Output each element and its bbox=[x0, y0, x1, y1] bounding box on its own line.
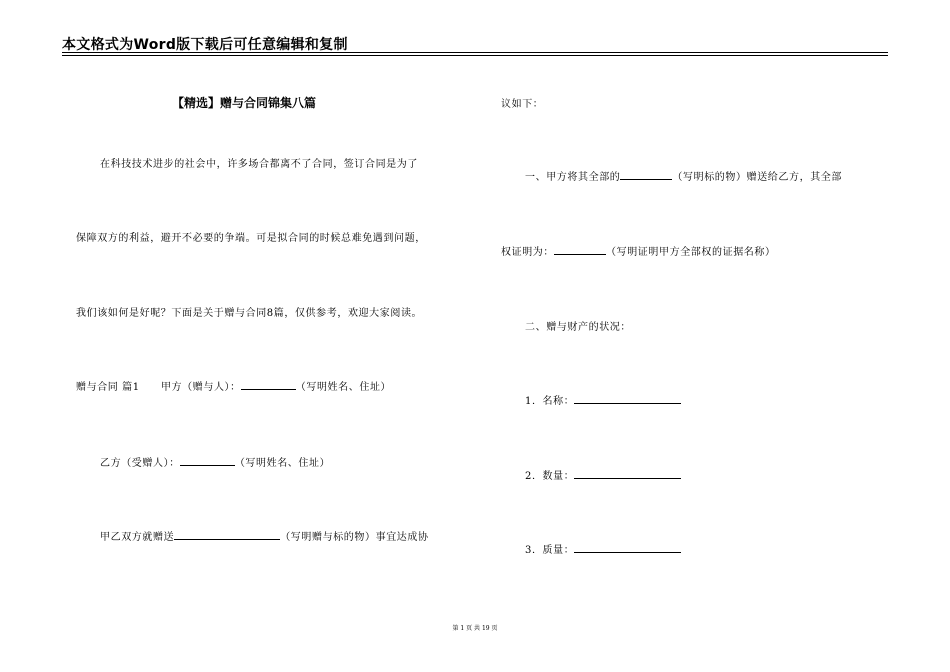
agreement-line bbox=[100, 528, 429, 543]
ownership-blank bbox=[554, 245, 606, 255]
document-title: 【精选】赠与合同锦集八篇 bbox=[172, 96, 317, 110]
clause-one-line bbox=[525, 168, 842, 183]
party-a-label: 赠与合同 篇1 甲方（赠与人）： bbox=[76, 382, 241, 393]
right-line-1: 议如下： bbox=[501, 99, 544, 110]
page-number: 第 1 页 共 19 页 bbox=[452, 625, 498, 632]
party-b-blank bbox=[180, 456, 235, 466]
party-a-blank bbox=[241, 380, 296, 390]
header-rule-thin bbox=[62, 55, 888, 56]
quality-line bbox=[525, 541, 681, 556]
name-label: 1．名称： bbox=[525, 396, 575, 407]
gift-item-blank bbox=[174, 530, 280, 540]
paragraph-line-1: 在科技技术进步的社会中，许多场合都离不了合同，签订合同是为了 bbox=[100, 159, 418, 170]
subject-blank bbox=[620, 170, 672, 180]
paragraph-line-3: 我们该如何是好呢？下面是关于赠与合同8篇，仅供参考，欢迎大家阅读。 bbox=[76, 308, 423, 319]
document-header: 本文格式为Word版下载后可任意编辑和复制 bbox=[62, 37, 348, 53]
quality-blank bbox=[574, 543, 681, 553]
party-b-label: 乙方（受赠人）： bbox=[100, 458, 180, 469]
party-b-note: （写明姓名、住址） bbox=[234, 458, 331, 469]
clause-two-heading: 二、赠与财产的状况： bbox=[525, 322, 631, 333]
header-rule-thick bbox=[62, 52, 888, 53]
ownership-line bbox=[501, 243, 776, 258]
agreement-note: （写明赠与标的物）事宜达成协 bbox=[280, 532, 429, 543]
quality-label: 3．质量： bbox=[525, 545, 575, 556]
quantity-line bbox=[525, 467, 681, 482]
clause-one-note: （写明标的物）赠送给乙方，其全部 bbox=[672, 172, 843, 183]
ownership-label: 权证明为： bbox=[501, 247, 554, 258]
paragraph-line-2: 保障双方的利益，避开不必要的争端。可是拟合同的时候总难免遇到问题， bbox=[76, 233, 426, 244]
ownership-note: （写明证明甲方全部权的证据名称） bbox=[606, 247, 776, 258]
party-b-line bbox=[100, 454, 330, 469]
agreement-label: 甲乙双方就赠送 bbox=[100, 532, 175, 543]
party-a-note: （写明姓名、住址） bbox=[295, 382, 392, 393]
name-blank bbox=[574, 394, 681, 404]
clause-one-label: 一、甲方将其全部的 bbox=[525, 172, 621, 183]
quantity-blank bbox=[574, 469, 681, 479]
party-a-line bbox=[76, 378, 391, 393]
quantity-label: 2．数量： bbox=[525, 471, 575, 482]
name-line bbox=[525, 392, 681, 407]
